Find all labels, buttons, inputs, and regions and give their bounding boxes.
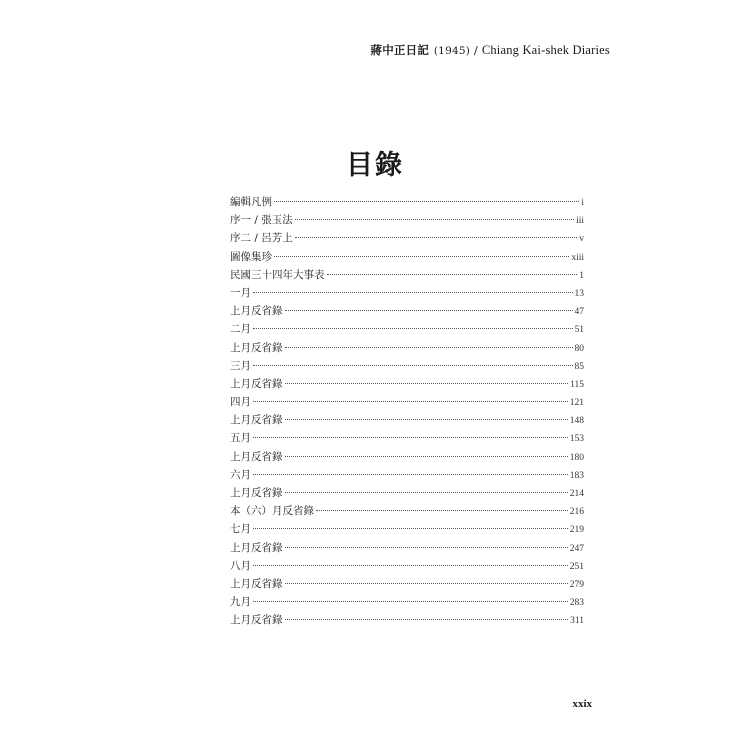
dot-leader <box>253 565 568 566</box>
toc-entry <box>230 466 584 484</box>
toc-entry-label: 五月 <box>230 432 251 445</box>
header-separator: / <box>473 43 478 57</box>
toc-entry-page: i <box>581 198 584 208</box>
toc-entry-page: 214 <box>569 489 584 499</box>
toc-entry <box>230 429 584 447</box>
toc-entry-page: 148 <box>569 416 584 427</box>
toc-entry-page: 283 <box>569 598 584 609</box>
dot-leader <box>253 437 568 438</box>
page-number: xxix <box>572 698 592 710</box>
toc-entry <box>230 539 584 557</box>
dot-leader <box>285 619 569 620</box>
toc-entry-label: 三月 <box>230 359 251 372</box>
toc-entry-page: 80 <box>574 343 584 354</box>
toc-entry-label: 編輯凡例 <box>230 196 272 208</box>
toc-entry-page: 311 <box>570 616 584 627</box>
toc-entry-label: 上月反省錄 <box>230 577 283 590</box>
dot-leader <box>327 274 578 275</box>
dot-leader <box>285 347 573 348</box>
toc-entry-page: 121 <box>569 398 584 409</box>
toc-entry-page: 216 <box>569 507 584 518</box>
toc-entry-label: 九月 <box>230 596 251 609</box>
toc-entry-label: 上月反省錄 <box>230 305 283 318</box>
dot-leader <box>253 292 573 293</box>
dot-leader <box>285 383 569 384</box>
dot-leader <box>274 256 569 257</box>
toc-entry <box>230 211 584 229</box>
toc-entry-label: 上月反省錄 <box>230 377 283 390</box>
toc-entry-label: 上月反省錄 <box>230 450 283 463</box>
toc-entry-label: 序二 / 呂芳上 <box>230 232 293 245</box>
toc-entry-page: 247 <box>569 543 584 554</box>
toc-entry-page: 47 <box>574 307 584 318</box>
toc-entry-page: v <box>579 234 584 245</box>
toc-entry <box>230 575 584 593</box>
toc-entry-label: 上月反省錄 <box>230 541 283 554</box>
dot-leader <box>295 237 578 238</box>
toc-entry-page: 219 <box>569 525 584 536</box>
toc-entry-label: 序一 / 張玉法 <box>230 214 293 227</box>
toc-entry-page: xiii <box>571 252 584 263</box>
dot-leader <box>274 201 579 202</box>
toc-entry <box>230 557 584 575</box>
toc-entry <box>230 302 584 320</box>
toc-entry-page: 251 <box>569 561 584 572</box>
toc-entry <box>230 448 584 466</box>
toc-entry-page: 85 <box>574 361 584 372</box>
dot-leader <box>253 401 568 402</box>
toc-entry-label: 上月反省錄 <box>230 414 283 427</box>
toc-entry-label: 一月 <box>230 286 251 299</box>
toc-entry-page: iii <box>576 216 584 227</box>
toc-entry-page: 13 <box>574 288 584 299</box>
dot-leader <box>316 510 568 511</box>
toc-entry <box>230 484 584 502</box>
toc-entry-page: 180 <box>569 452 584 463</box>
toc-entry <box>230 193 584 211</box>
header-year: (1945) <box>433 45 471 57</box>
toc-entry-page: 279 <box>569 579 584 590</box>
toc-list <box>230 193 584 630</box>
dot-leader <box>285 310 573 311</box>
dot-leader <box>253 328 573 329</box>
toc-entry <box>230 502 584 520</box>
toc-entry <box>230 411 584 429</box>
dot-leader <box>253 474 568 475</box>
toc-entry-page: 153 <box>569 434 584 445</box>
toc-entry-label: 八月 <box>230 559 251 572</box>
toc-entry-label: 上月反省錄 <box>230 341 283 354</box>
toc-entry <box>230 375 584 393</box>
toc-entry-page: 51 <box>574 325 584 336</box>
toc-entry <box>230 393 584 411</box>
running-header <box>371 42 610 58</box>
toc-entry-page: 1 <box>579 270 584 281</box>
toc-entry-label: 上月反省錄 <box>230 614 283 627</box>
toc-entry-label: 六月 <box>230 468 251 481</box>
toc-entry <box>230 229 584 247</box>
toc-entry <box>230 357 584 375</box>
dot-leader <box>253 528 568 529</box>
dot-leader <box>285 419 568 420</box>
toc-entry <box>230 284 584 302</box>
toc-entry <box>230 320 584 338</box>
dot-leader <box>285 547 568 548</box>
dot-leader <box>285 492 568 493</box>
dot-leader <box>253 365 573 366</box>
toc-entry-label: 民國三十四年大事表 <box>230 268 325 281</box>
toc-entry-label: 四月 <box>230 396 251 409</box>
dot-leader <box>295 219 574 220</box>
dot-leader <box>285 456 568 457</box>
toc-entry <box>230 611 584 629</box>
toc-entry-page: 183 <box>569 470 584 481</box>
dot-leader <box>285 583 568 584</box>
toc-entry-label: 二月 <box>230 323 251 336</box>
toc-entry <box>230 266 584 284</box>
toc-entry <box>230 339 584 357</box>
toc-entry <box>230 520 584 538</box>
toc-entry-label: 圖像集珍 <box>230 250 272 263</box>
toc-entry-label: 七月 <box>230 523 251 536</box>
toc-entry <box>230 593 584 611</box>
toc-title: 目錄 <box>346 150 404 181</box>
toc-entry-label: 上月反省錄 <box>230 487 283 499</box>
toc-entry-page: 115 <box>570 379 584 390</box>
toc-entry <box>230 248 584 266</box>
header-title-en: Chiang Kai-shek Diaries <box>481 43 610 57</box>
header-title-zh: 蔣中正日記 <box>370 43 430 57</box>
toc-entry-label: 本（六）月反省錄 <box>230 505 314 518</box>
dot-leader <box>253 601 568 602</box>
